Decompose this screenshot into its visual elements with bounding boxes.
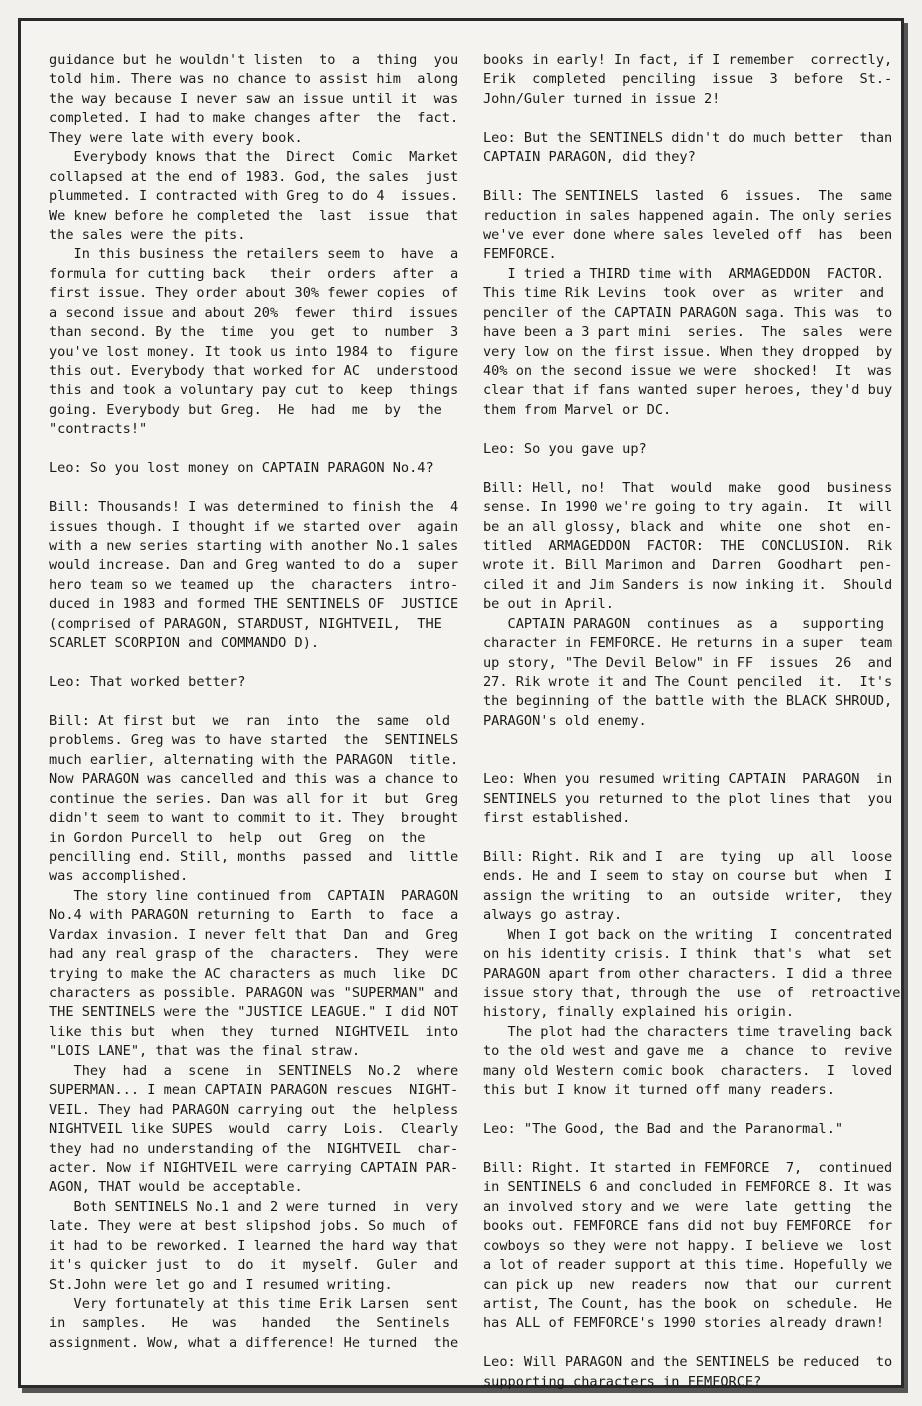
left-column-line: They were late with every book.: [49, 129, 303, 146]
left-column-line: Vardax invasion. I never felt that Dan and Greg: [49, 926, 459, 943]
right-column-line: [483, 829, 883, 848]
left-column-line: Both SENTINELS No.1 and 2 were turned in very: [49, 1198, 459, 1215]
left-column-line: it's quicker just to do it myself. Guler and: [49, 1257, 459, 1274]
left-column-line: AGON, THAT would be acceptable.: [49, 1179, 303, 1196]
right-column-line: Bill: Hell, no! That would make good business: [483, 479, 893, 496]
right-column-line: issue story that, through the use of retroactive: [483, 985, 901, 1001]
left-column-line: a second issue and about 20% fewer third issues: [49, 304, 459, 321]
right-column-line: them from Marvel or DC.: [483, 401, 672, 418]
left-column-line: had any real grasp of the characters. They were: [49, 946, 459, 963]
left-column-line: this out. Everybody that worked for AC understood: [49, 363, 459, 379]
right-column-line: this but I know it turned off many readers.: [483, 1082, 835, 1099]
right-column-line: always go astray.: [483, 907, 623, 924]
right-column-line: penciler of the CAPTAIN PARAGON saga. This was to: [483, 304, 893, 321]
right-column-line: in SENTINELS 6 and concluded in FEMFORCE 8. It was: [483, 1179, 893, 1196]
right-column-line: John/Guler turned in issue 2!: [483, 90, 721, 107]
right-column: [483, 51, 901, 1392]
right-column-line: SENTINELS you returned to the plot lines that you: [483, 790, 893, 807]
right-column-line: [483, 109, 883, 128]
left-column-line: [49, 440, 459, 459]
right-column-line: CAPTAIN PARAGON continues as a supporting: [483, 615, 885, 632]
right-column-line: Bill: Right. It started in FEMFORCE 7, continued: [483, 1159, 893, 1176]
left-column-line: Leo: That worked better?: [49, 674, 246, 690]
right-column-line: an involved story and we were late getting the: [483, 1198, 893, 1215]
right-column-line: [483, 168, 883, 187]
right-column-line: reduction in sales happened again. The only series: [483, 207, 893, 224]
left-column-line: hero team so we teamed up the characters intro-: [49, 576, 459, 593]
left-column-line: VEIL. They had PARAGON carrying out the helpless: [49, 1101, 459, 1118]
right-column-line: PARAGON's old enemy.: [483, 712, 647, 729]
left-column-line: SUPERMAN... I mean CAPTAIN PARAGON rescues NIGHT-: [49, 1082, 459, 1099]
right-column-line: sense. In 1990 we're going to try again. It will: [483, 499, 893, 516]
left-column-line: In this business the retailers seem to have a: [49, 246, 459, 263]
right-column-line: ciled it and Jim Sanders is now inking it. Should: [483, 576, 893, 593]
left-column: [49, 51, 459, 1353]
right-column-line: Leo: So you gave up?: [483, 440, 647, 457]
left-column-line: Everybody knows that the Direct Comic Market: [49, 149, 459, 166]
right-column-line: CAPTAIN PARAGON, did they?: [483, 149, 696, 166]
left-column-line: with a new series starting with another No.1 sales: [49, 537, 459, 554]
left-column-line: NIGHTVEIL like SUPES would carry Lois. Clearly: [49, 1121, 459, 1138]
right-column-line: have been a 3 part mini series. The sales were: [483, 324, 893, 341]
left-column-line: guidance but he wouldn't listen to a thing you: [49, 52, 459, 68]
left-column-line: duced in 1983 and formed THE SENTINELS OF JUSTICE: [49, 596, 459, 613]
right-column-line: on his identity crisis. I think that's what set: [483, 946, 893, 963]
right-column-line: Leo: But the SENTINELS didn't do much better than: [483, 129, 893, 146]
left-column-line: Bill: At first but we ran into the same old: [49, 712, 451, 729]
left-column-line: We knew before he completed the last issue that: [49, 207, 459, 224]
left-column-line: issues though. I thought if we started over again: [49, 518, 459, 535]
right-column-line: Leo: When you resumed writing CAPTAIN PARAGON in: [483, 771, 893, 788]
right-column-line: cowboys so they were not happy. I believe we lost: [483, 1237, 893, 1254]
left-column-line: much earlier, alternating with the PARAGON title.: [49, 751, 459, 768]
right-column-line: This time Rik Levins took over as writer and: [483, 285, 885, 302]
left-column-line: didn't seem to want to commit to it. They brought: [49, 810, 459, 827]
right-column-line: [483, 751, 883, 770]
left-column-line: in Gordon Purcell to help out Greg on the: [49, 829, 426, 846]
right-column-line: first established.: [483, 810, 631, 827]
left-column-line: late. They were at best slipshod jobs. So much of: [49, 1218, 459, 1235]
right-column-line: we've ever done where sales leveled off has been: [483, 226, 893, 243]
left-column-line: Very fortunately at this time Erik Larsen sent: [49, 1296, 459, 1312]
left-column-line: like this but when they turned NIGHTVEIL into: [49, 1023, 459, 1040]
right-column-line: history, finally explained his origin.: [483, 1004, 794, 1021]
left-column-line: this and took a voluntary pay cut to keep things: [49, 382, 459, 399]
right-column-line: I tried a THIRD time with ARMAGEDDON FACTOR.: [483, 265, 885, 282]
right-column-line: a lot of reader support at this time. Hopefully we: [483, 1257, 893, 1274]
right-column-line: PARAGON apart from other characters. I did a three: [483, 965, 893, 982]
left-column-line: Bill: Thousands! I was determined to finish the 4: [49, 499, 459, 516]
left-column-line: it had to be reworked. I learned the hard way that: [49, 1237, 459, 1254]
left-column-line: plummeted. I contracted with Greg to do 4 issues.: [49, 188, 459, 205]
left-column-line: formula for cutting back their orders after a: [49, 265, 459, 282]
left-column-line: the sales were the pits.: [49, 226, 246, 243]
right-column-line: [483, 459, 883, 478]
right-column-line: artist, The Count, has the book on schedule. He: [483, 1296, 893, 1312]
right-column-line: ends. He and I seem to stay on course but when I: [483, 868, 893, 885]
right-column-line: titled ARMAGEDDON FACTOR: THE CONCLUSION. Rik: [483, 537, 893, 554]
left-column-line: assignment. Wow, what a difference! He turned the: [49, 1334, 459, 1351]
right-column-line: books in early! In fact, if I remember correctly,: [483, 52, 893, 68]
right-column-line: When I got back on the writing I concentrated: [483, 926, 893, 943]
right-column-line: Leo: Will PARAGON and the SENTINELS be reduced to: [483, 1354, 893, 1371]
left-column-line: [49, 692, 459, 711]
right-column-line: has ALL of FEMFORCE's 1990 stories already drawn!: [483, 1315, 885, 1332]
left-column-line: Now PARAGON was cancelled and this was a chance to: [49, 771, 459, 788]
left-column-line: Leo: So you lost money on CAPTAIN PARAGON No.4?: [49, 460, 434, 477]
left-column-line: "LOIS LANE", that was the final straw.: [49, 1043, 360, 1060]
right-column-line: [483, 420, 883, 439]
right-column-line: up story, "The Devil Below" in FF issues 26 and: [483, 654, 893, 671]
left-column-line: continue the series. Dan was all for it but Greg: [49, 790, 459, 807]
left-column-line: in samples. He was handed the Sentinels: [49, 1315, 451, 1332]
right-column-line: to the old west and gave me a chance to revive: [483, 1043, 893, 1060]
right-column-line: 40% on the second issue we were shocked! It was: [483, 363, 893, 379]
right-column-line: The plot had the characters time traveling back: [483, 1023, 893, 1040]
right-column-line: many old Western comic book characters. I loved: [483, 1062, 893, 1079]
left-column-line: was accomplished.: [49, 868, 189, 885]
right-column-line: FEMFORCE.: [483, 246, 557, 263]
left-column-line: acter. Now if NIGHTVEIL were carrying CAPTAIN PAR-: [49, 1159, 459, 1176]
right-column-line: can pick up new readers now that our current: [483, 1276, 893, 1293]
right-column-line: Erik completed penciling issue 3 before St.-: [483, 71, 893, 88]
right-column-line: [483, 731, 883, 750]
left-column-line: first issue. They order about 30% fewer copies of: [49, 285, 459, 302]
right-column-line: [483, 1334, 883, 1353]
right-column-line: be an all glossy, black and white one shot en-: [483, 518, 893, 535]
right-column-line: [483, 1140, 883, 1159]
left-column-line: St.John were let go and I resumed writing.: [49, 1276, 393, 1293]
right-column-line: Leo: "The Good, the Bad and the Paranormal.": [483, 1121, 844, 1138]
left-column-line: completed. I had to make changes after the fact.: [49, 110, 459, 127]
right-column-line: clear that if fans wanted super heroes, they'd buy: [483, 382, 893, 399]
left-column-line: (comprised of PARAGON, STARDUST, NIGHTVEIL, THE: [49, 615, 442, 632]
right-column-line: 27. Rik wrote it and The Count penciled it. It's: [483, 674, 893, 690]
left-column-line: trying to make the AC characters as much like DC: [49, 965, 459, 982]
left-column-line: would increase. Dan and Greg wanted to do a super: [49, 557, 459, 574]
right-column-line: very low on the first issue. When they dropped by: [483, 343, 893, 360]
left-column-line: No.4 with PARAGON returning to Earth to face a: [49, 907, 459, 924]
left-column-line: They had a scene in SENTINELS No.2 where: [49, 1062, 459, 1079]
right-column-line: books out. FEMFORCE fans did not buy FEMFORCE for: [483, 1218, 893, 1235]
page-frame: [18, 18, 904, 1388]
right-column-line: be out in April.: [483, 596, 614, 613]
right-column-line: wrote it. Bill Marimon and Darren Goodhart pen-: [483, 557, 893, 574]
left-column-line: the way because I never saw an issue until it was: [49, 90, 459, 107]
left-column-line: [49, 479, 459, 498]
left-column-line: SCARLET SCORPION and COMMANDO D).: [49, 635, 320, 652]
left-column-line: characters as possible. PARAGON was "SUPERMAN" and: [49, 985, 459, 1001]
right-column-line: supporting characters in FEMFORCE?: [483, 1373, 762, 1390]
left-column-line: told him. There was no chance to assist him along: [49, 71, 459, 88]
left-column-line: [49, 654, 459, 673]
right-column-line: assign the writing to an outside writer, they: [483, 887, 893, 904]
left-column-line: they had no understanding of the NIGHTVEIL char-: [49, 1140, 459, 1157]
left-column-line: problems. Greg was to have started the SENTINELS: [49, 732, 459, 749]
right-column-line: Bill: The SENTINELS lasted 6 issues. The same: [483, 188, 893, 205]
left-column-line: pencilling end. Still, months passed and little: [49, 848, 459, 865]
right-column-line: [483, 1101, 883, 1120]
left-column-line: going. Everybody but Greg. He had me by the: [49, 401, 442, 418]
left-column-line: The story line continued from CAPTAIN PARAGON: [49, 887, 459, 904]
left-column-line: collapsed at the end of 1983. God, the sales just: [49, 168, 459, 185]
right-column-line: the beginning of the battle with the BLACK SHROUD,: [483, 693, 893, 710]
right-column-line: character in FEMFORCE. He returns in a super team: [483, 635, 893, 652]
left-column-line: you've lost money. It took us into 1984 to figure: [49, 343, 459, 360]
left-column-line: THE SENTINELS were the "JUSTICE LEAGUE." I did NOT: [49, 1004, 459, 1021]
right-column-line: Bill: Right. Rik and I are tying up all loose: [483, 848, 893, 865]
left-column-line: than second. By the time you get to number 3: [49, 324, 459, 341]
left-column-line: "contracts!": [49, 421, 148, 438]
